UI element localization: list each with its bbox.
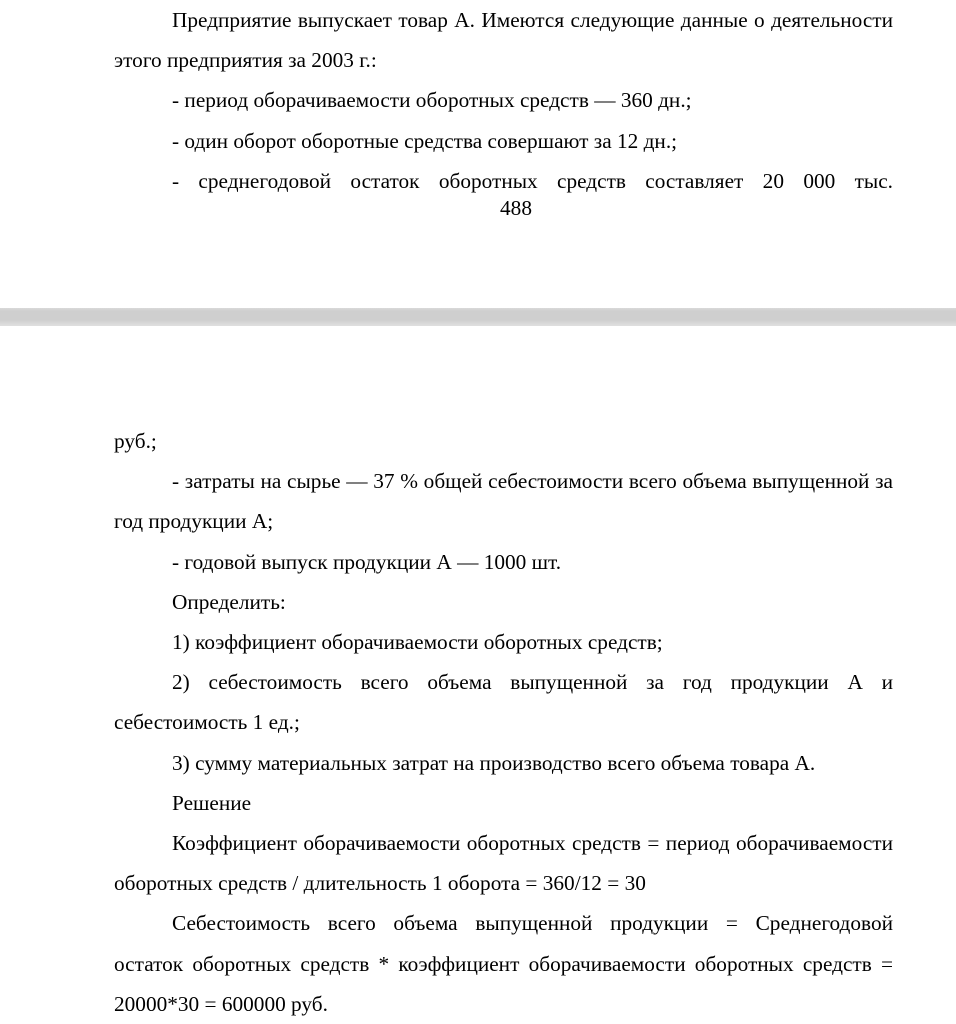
task-item-2: 2) себестоимость всего объема выпущенной за год продукции А и себестоимость 1 ед.; [114,670,893,735]
page-separator [0,308,956,326]
document-page-bottom [0,326,956,1016]
page-top-text [114,0,893,201]
condition-raw-material-costs: - затраты на сырье — 37 % общей себестоимости всего объема выпущенной за год продукции А; [114,469,893,534]
task-heading: Определить: [172,589,286,614]
task-item-1: 1) коэффициент оборачиваемости оборотных средств; [172,630,663,655]
document-page-top [0,0,956,308]
condition-average-balance: - среднегодовой остаток оборотных средств составляет 20 000 тыс. [172,168,893,193]
task-item-3: 3) сумму материальных затрат на производство всего объема товара А. [172,750,816,775]
condition-annual-output: - годовой выпуск продукции А — 1000 шт. [172,549,562,574]
page-bottom-text [114,421,893,1024]
page-number: 488 [500,196,532,220]
continuation-line: руб.; [114,429,157,453]
problem-intro-paragraph: Предприятие выпускает товар А. Имеются следующие данные о деятельности этого предприятия за 2003 г.: [114,8,893,73]
solution-heading: Решение [172,790,252,815]
solution-total-cost: Себестоимость всего объема выпущенной продукции = Среднегодовой остаток оборотных средств * коэффициент оборачиваемости оборотных средств = 20000*30 = 600000 руб. [114,911,893,1016]
condition-one-turnover: - один оборот оборотные средства совершают за 12 дн.; [172,128,678,153]
condition-turnover-period: - период оборачиваемости оборотных средств — 360 дн.; [172,88,692,113]
solution-turnover-ratio: Коэффициент оборачиваемости оборотных средств = период оборачиваемости оборотных средств / длительность 1 оборота = 360/12 = 30 [114,831,893,896]
